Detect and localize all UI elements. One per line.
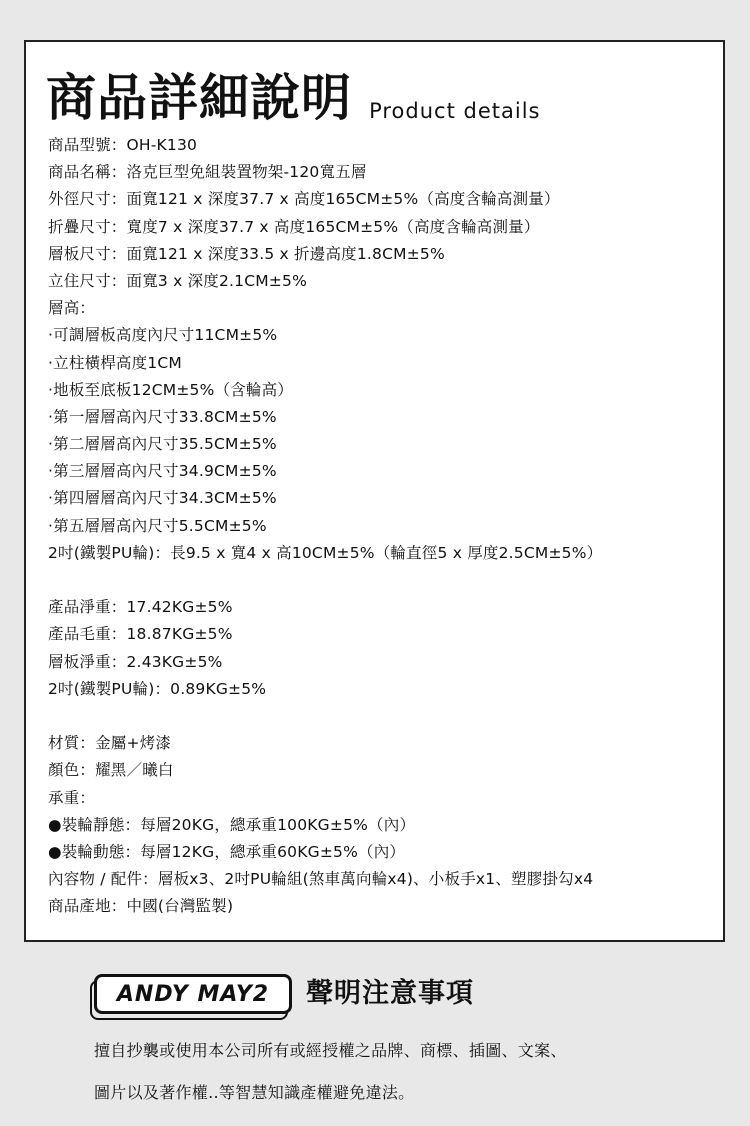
spec-line: ●裝輪動態：每層12KG，總承重60KG±5%（內） bbox=[48, 842, 406, 861]
brand-logo-text: ANDY MAY2 bbox=[116, 981, 270, 1007]
spec-line: 商品型號：OH-K130 bbox=[48, 136, 198, 154]
page-title bbox=[46, 66, 540, 130]
spec-line: 產品淨重：17.42KG±5% bbox=[48, 598, 233, 617]
spec-line: 2吋(鐵製PU輪)：0.89KG±5% bbox=[48, 679, 267, 698]
notice-line: 圖片以及著作權..等智慧知識產權避免違法。 bbox=[94, 1083, 415, 1102]
brand-logo bbox=[94, 974, 292, 1014]
spec-line: ‧立柱橫桿高度1CM bbox=[48, 353, 182, 372]
notice-title: 聲明注意事項 bbox=[306, 978, 474, 1009]
spec-line: 立住尺寸：面寬3 x 深度2.1CM±5% bbox=[48, 271, 308, 290]
spec-line: ‧第二層層高內尺寸35.5CM±5% bbox=[48, 435, 277, 454]
spec-line: 2吋(鐵製PU輪)：長9.5 x 寬4 x 高10CM±5%（輪直徑5 x 厚度2.5CM±5%） bbox=[48, 543, 603, 562]
spec-line: 外徑尺寸：面寬121 x 深度37.7 x 高度165CM±5%（高度含輪高測量） bbox=[48, 190, 560, 209]
spec-line: 層板淨重：2.43KG±5% bbox=[48, 652, 223, 671]
spec-spacer bbox=[48, 703, 602, 730]
spec-line: 折疊尺寸：寬度7 x 深度37.7 x 高度165CM±5%（高度含輪高測量） bbox=[48, 217, 540, 236]
product-details-card bbox=[24, 40, 725, 942]
spec-line: ●裝輪靜態：每層20KG，總承重100KG±5%（內） bbox=[48, 815, 416, 834]
spec-spacer bbox=[48, 567, 602, 594]
spec-line: ‧第一層層高內尺寸33.8CM±5% bbox=[48, 407, 277, 426]
spec-line: ‧第三層層高內尺寸34.9CM±5% bbox=[48, 462, 277, 481]
spec-line: ‧第五層層高內尺寸5.5CM±5% bbox=[48, 516, 267, 535]
spec-line: ‧可調層板高度內尺寸11CM±5% bbox=[48, 326, 278, 345]
notice-line: 擅自抄襲或使用本公司所有或經授權之品牌、商標、插圖、文案、 bbox=[94, 1041, 567, 1060]
spec-line: 內容物 / 配件：層板x3、2吋PU輪組(煞車萬向輪x4)、小板手x1、塑膠掛勾x4 bbox=[48, 870, 594, 889]
spec-line: 商品產地：中國(台灣監製) bbox=[48, 897, 234, 916]
title-chinese: 商品詳細說明 bbox=[46, 69, 352, 127]
title-english: Product details bbox=[369, 99, 541, 123]
spec-line: ‧第四層層高內尺寸34.3CM±5% bbox=[48, 489, 277, 508]
spec-line: 顏色：耀黑／曦白 bbox=[48, 761, 174, 780]
notice-body bbox=[94, 1030, 567, 1114]
spec-line: 材質：金屬+烤漆 bbox=[48, 734, 172, 753]
spec-line: ‧地板至底板12CM±5%（含輪高） bbox=[48, 380, 294, 399]
spec-line: 承重： bbox=[48, 788, 96, 807]
spec-line: 層板尺寸：面寬121 x 深度33.5 x 折邊高度1.8CM±5% bbox=[48, 244, 445, 263]
spec-line: 層高： bbox=[48, 299, 96, 318]
spec-line: 產品毛重：18.87KG±5% bbox=[48, 625, 233, 644]
spec-list bbox=[48, 132, 602, 920]
notice-section bbox=[0, 960, 750, 1126]
spec-line: 商品名稱：洛克巨型免組裝置物架-120寬五層 bbox=[48, 163, 367, 182]
